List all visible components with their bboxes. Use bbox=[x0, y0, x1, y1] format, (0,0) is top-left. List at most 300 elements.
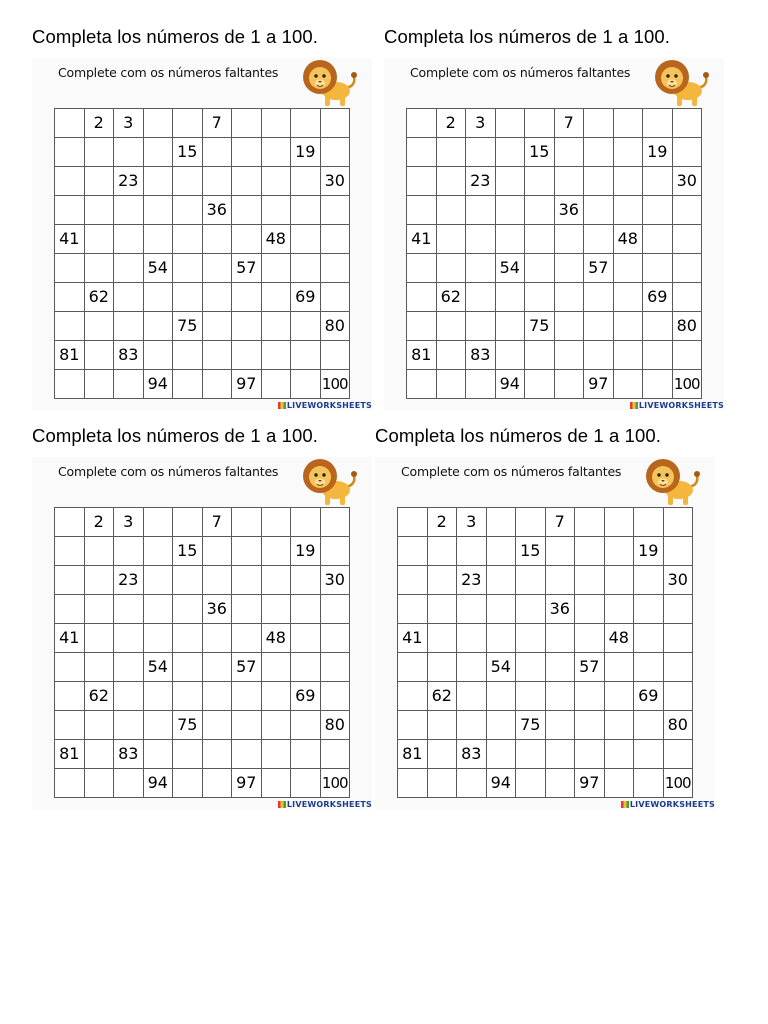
grid-cell[interactable] bbox=[604, 537, 634, 566]
grid-cell[interactable] bbox=[495, 167, 525, 196]
grid-cell[interactable] bbox=[143, 537, 173, 566]
grid-cell[interactable] bbox=[84, 595, 114, 624]
grid-cell[interactable] bbox=[634, 566, 664, 595]
grid-cell[interactable]: 97 bbox=[584, 370, 614, 399]
grid-cell[interactable] bbox=[291, 740, 321, 769]
grid-cell[interactable] bbox=[55, 711, 85, 740]
grid-cell[interactable] bbox=[320, 740, 350, 769]
grid-cell[interactable] bbox=[466, 254, 496, 283]
grid-cell[interactable] bbox=[525, 370, 555, 399]
grid-cell[interactable]: 81 bbox=[407, 341, 437, 370]
grid-cell[interactable] bbox=[261, 109, 291, 138]
grid-cell[interactable] bbox=[232, 283, 262, 312]
grid-cell[interactable] bbox=[554, 254, 584, 283]
grid-cell[interactable] bbox=[320, 283, 350, 312]
grid-cell[interactable] bbox=[672, 283, 702, 312]
grid-cell[interactable]: 36 bbox=[554, 196, 584, 225]
grid-cell[interactable] bbox=[84, 341, 114, 370]
grid-cell[interactable]: 62 bbox=[84, 682, 114, 711]
grid-cell[interactable]: 75 bbox=[173, 711, 203, 740]
grid-cell[interactable]: 75 bbox=[173, 312, 203, 341]
grid-cell[interactable]: 15 bbox=[173, 138, 203, 167]
grid-cell[interactable] bbox=[486, 508, 516, 537]
grid-cell[interactable] bbox=[55, 566, 85, 595]
grid-cell[interactable] bbox=[643, 370, 673, 399]
grid-cell[interactable] bbox=[202, 624, 232, 653]
grid-cell[interactable] bbox=[114, 769, 144, 798]
grid-cell[interactable] bbox=[55, 537, 85, 566]
grid-cell[interactable] bbox=[202, 167, 232, 196]
grid-cell[interactable] bbox=[466, 283, 496, 312]
grid-cell[interactable] bbox=[291, 653, 321, 682]
grid-cell[interactable] bbox=[643, 109, 673, 138]
grid-cell[interactable] bbox=[407, 370, 437, 399]
grid-cell[interactable]: 3 bbox=[114, 109, 144, 138]
grid-cell[interactable] bbox=[173, 508, 203, 537]
grid-cell[interactable]: 7 bbox=[202, 109, 232, 138]
grid-cell[interactable] bbox=[486, 711, 516, 740]
grid-cell[interactable] bbox=[545, 682, 575, 711]
grid-cell[interactable] bbox=[545, 711, 575, 740]
grid-cell[interactable] bbox=[436, 138, 466, 167]
grid-cell[interactable]: 75 bbox=[516, 711, 546, 740]
grid-cell[interactable] bbox=[643, 312, 673, 341]
grid-cell[interactable] bbox=[545, 740, 575, 769]
grid-cell[interactable] bbox=[114, 370, 144, 399]
grid-cell[interactable] bbox=[436, 167, 466, 196]
grid-cell[interactable] bbox=[291, 624, 321, 653]
grid-cell[interactable] bbox=[575, 740, 605, 769]
grid-cell[interactable]: 36 bbox=[202, 196, 232, 225]
grid-cell[interactable] bbox=[55, 196, 85, 225]
grid-cell[interactable] bbox=[320, 537, 350, 566]
grid-cell[interactable] bbox=[575, 537, 605, 566]
grid-cell[interactable] bbox=[554, 167, 584, 196]
grid-cell[interactable]: 81 bbox=[55, 740, 85, 769]
grid-cell[interactable] bbox=[436, 254, 466, 283]
grid-cell[interactable] bbox=[143, 109, 173, 138]
grid-cell[interactable] bbox=[202, 682, 232, 711]
grid-cell[interactable] bbox=[398, 769, 428, 798]
grid-cell[interactable] bbox=[202, 312, 232, 341]
grid-cell[interactable] bbox=[320, 254, 350, 283]
grid-cell[interactable] bbox=[173, 167, 203, 196]
grid-cell[interactable] bbox=[261, 566, 291, 595]
grid-cell[interactable]: 41 bbox=[398, 624, 428, 653]
grid-cell[interactable]: 48 bbox=[261, 624, 291, 653]
grid-cell[interactable]: 81 bbox=[55, 341, 85, 370]
grid-cell[interactable] bbox=[584, 138, 614, 167]
grid-cell[interactable] bbox=[84, 196, 114, 225]
grid-cell[interactable]: 97 bbox=[232, 769, 262, 798]
grid-cell[interactable] bbox=[407, 196, 437, 225]
grid-cell[interactable] bbox=[643, 254, 673, 283]
grid-cell[interactable] bbox=[663, 537, 693, 566]
grid-cell[interactable]: 83 bbox=[457, 740, 487, 769]
grid-cell[interactable] bbox=[427, 624, 457, 653]
grid-cell[interactable] bbox=[584, 283, 614, 312]
grid-cell[interactable]: 30 bbox=[672, 167, 702, 196]
grid-cell[interactable] bbox=[436, 196, 466, 225]
grid-cell[interactable] bbox=[173, 225, 203, 254]
grid-cell[interactable] bbox=[173, 283, 203, 312]
grid-cell[interactable] bbox=[427, 653, 457, 682]
grid-cell[interactable] bbox=[457, 624, 487, 653]
grid-cell[interactable] bbox=[575, 595, 605, 624]
grid-cell[interactable] bbox=[457, 537, 487, 566]
grid-cell[interactable]: 100 bbox=[672, 370, 702, 399]
grid-cell[interactable] bbox=[114, 138, 144, 167]
grid-cell[interactable] bbox=[173, 341, 203, 370]
grid-cell[interactable] bbox=[672, 109, 702, 138]
grid-cell[interactable] bbox=[55, 653, 85, 682]
grid-cell[interactable]: 69 bbox=[634, 682, 664, 711]
grid-cell[interactable] bbox=[643, 341, 673, 370]
grid-cell[interactable] bbox=[634, 653, 664, 682]
grid-cell[interactable] bbox=[613, 341, 643, 370]
grid-cell[interactable] bbox=[457, 769, 487, 798]
grid-cell[interactable] bbox=[291, 254, 321, 283]
grid-cell[interactable]: 30 bbox=[663, 566, 693, 595]
grid-cell[interactable] bbox=[584, 225, 614, 254]
grid-cell[interactable] bbox=[663, 595, 693, 624]
grid-cell[interactable] bbox=[398, 653, 428, 682]
grid-cell[interactable] bbox=[516, 653, 546, 682]
grid-cell[interactable] bbox=[261, 283, 291, 312]
grid-cell[interactable] bbox=[114, 595, 144, 624]
grid-cell[interactable] bbox=[173, 769, 203, 798]
grid-cell[interactable] bbox=[427, 740, 457, 769]
grid-cell[interactable] bbox=[291, 225, 321, 254]
grid-cell[interactable] bbox=[320, 196, 350, 225]
grid-cell[interactable] bbox=[173, 682, 203, 711]
grid-cell[interactable]: 19 bbox=[643, 138, 673, 167]
grid-cell[interactable] bbox=[114, 537, 144, 566]
grid-cell[interactable] bbox=[84, 167, 114, 196]
grid-cell[interactable]: 94 bbox=[495, 370, 525, 399]
grid-cell[interactable] bbox=[604, 682, 634, 711]
grid-cell[interactable] bbox=[261, 653, 291, 682]
grid-cell[interactable] bbox=[613, 312, 643, 341]
grid-cell[interactable] bbox=[114, 682, 144, 711]
grid-cell[interactable] bbox=[232, 225, 262, 254]
grid-cell[interactable]: 15 bbox=[525, 138, 555, 167]
grid-cell[interactable] bbox=[436, 370, 466, 399]
grid-cell[interactable] bbox=[495, 341, 525, 370]
grid-cell[interactable] bbox=[486, 566, 516, 595]
grid-cell[interactable] bbox=[398, 566, 428, 595]
grid-cell[interactable] bbox=[320, 225, 350, 254]
grid-cell[interactable] bbox=[466, 370, 496, 399]
grid-cell[interactable] bbox=[584, 312, 614, 341]
grid-cell[interactable] bbox=[436, 225, 466, 254]
grid-cell[interactable] bbox=[55, 312, 85, 341]
grid-cell[interactable]: 36 bbox=[202, 595, 232, 624]
grid-cell[interactable] bbox=[663, 682, 693, 711]
grid-cell[interactable] bbox=[114, 196, 144, 225]
grid-cell[interactable]: 69 bbox=[291, 283, 321, 312]
grid-cell[interactable] bbox=[545, 769, 575, 798]
grid-cell[interactable] bbox=[663, 740, 693, 769]
grid-cell[interactable] bbox=[486, 595, 516, 624]
grid-cell[interactable] bbox=[604, 653, 634, 682]
grid-cell[interactable] bbox=[143, 711, 173, 740]
grid-cell[interactable]: 23 bbox=[457, 566, 487, 595]
grid-cell[interactable]: 54 bbox=[143, 254, 173, 283]
grid-cell[interactable] bbox=[584, 341, 614, 370]
grid-cell[interactable] bbox=[672, 138, 702, 167]
grid-cell[interactable] bbox=[320, 341, 350, 370]
grid-cell[interactable] bbox=[634, 508, 664, 537]
grid-cell[interactable] bbox=[261, 138, 291, 167]
grid-cell[interactable]: 3 bbox=[466, 109, 496, 138]
grid-cell[interactable] bbox=[672, 341, 702, 370]
grid-cell[interactable] bbox=[202, 711, 232, 740]
grid-cell[interactable] bbox=[202, 740, 232, 769]
grid-cell[interactable]: 30 bbox=[320, 167, 350, 196]
grid-cell[interactable] bbox=[457, 653, 487, 682]
grid-cell[interactable] bbox=[495, 283, 525, 312]
grid-cell[interactable] bbox=[554, 138, 584, 167]
grid-cell[interactable]: 19 bbox=[291, 537, 321, 566]
grid-cell[interactable] bbox=[663, 508, 693, 537]
grid-cell[interactable] bbox=[114, 225, 144, 254]
grid-cell[interactable] bbox=[143, 508, 173, 537]
grid-cell[interactable] bbox=[398, 711, 428, 740]
grid-cell[interactable] bbox=[663, 653, 693, 682]
grid-cell[interactable]: 3 bbox=[457, 508, 487, 537]
grid-cell[interactable] bbox=[495, 196, 525, 225]
grid-cell[interactable] bbox=[613, 196, 643, 225]
grid-cell[interactable] bbox=[672, 254, 702, 283]
grid-cell[interactable]: 62 bbox=[436, 283, 466, 312]
grid-cell[interactable] bbox=[143, 138, 173, 167]
grid-cell[interactable]: 75 bbox=[525, 312, 555, 341]
grid-cell[interactable]: 62 bbox=[84, 283, 114, 312]
grid-cell[interactable] bbox=[613, 138, 643, 167]
grid-cell[interactable]: 48 bbox=[604, 624, 634, 653]
grid-cell[interactable] bbox=[232, 312, 262, 341]
grid-cell[interactable]: 15 bbox=[516, 537, 546, 566]
grid-cell[interactable] bbox=[143, 595, 173, 624]
grid-cell[interactable] bbox=[584, 109, 614, 138]
grid-cell[interactable] bbox=[291, 508, 321, 537]
grid-cell[interactable] bbox=[84, 537, 114, 566]
grid-cell[interactable]: 94 bbox=[143, 769, 173, 798]
grid-cell[interactable] bbox=[516, 624, 546, 653]
grid-cell[interactable] bbox=[232, 595, 262, 624]
grid-cell[interactable] bbox=[202, 254, 232, 283]
grid-cell[interactable] bbox=[495, 312, 525, 341]
grid-cell[interactable]: 19 bbox=[291, 138, 321, 167]
grid-cell[interactable] bbox=[55, 283, 85, 312]
grid-cell[interactable] bbox=[261, 196, 291, 225]
grid-cell[interactable] bbox=[202, 283, 232, 312]
grid-cell[interactable] bbox=[584, 196, 614, 225]
grid-cell[interactable] bbox=[114, 312, 144, 341]
grid-cell[interactable] bbox=[55, 769, 85, 798]
grid-cell[interactable] bbox=[143, 196, 173, 225]
grid-cell[interactable]: 7 bbox=[202, 508, 232, 537]
grid-cell[interactable] bbox=[643, 196, 673, 225]
grid-cell[interactable] bbox=[495, 109, 525, 138]
grid-cell[interactable] bbox=[173, 566, 203, 595]
grid-cell[interactable] bbox=[457, 682, 487, 711]
grid-cell[interactable] bbox=[604, 740, 634, 769]
grid-cell[interactable] bbox=[173, 254, 203, 283]
grid-cell[interactable] bbox=[320, 624, 350, 653]
grid-cell[interactable] bbox=[466, 196, 496, 225]
grid-cell[interactable]: 81 bbox=[398, 740, 428, 769]
grid-cell[interactable] bbox=[525, 283, 555, 312]
grid-cell[interactable] bbox=[291, 566, 321, 595]
grid-cell[interactable] bbox=[291, 595, 321, 624]
grid-cell[interactable] bbox=[114, 254, 144, 283]
grid-cell[interactable] bbox=[407, 167, 437, 196]
grid-cell[interactable] bbox=[320, 682, 350, 711]
grid-cell[interactable] bbox=[143, 740, 173, 769]
grid-cell[interactable] bbox=[554, 312, 584, 341]
grid-cell[interactable]: 54 bbox=[486, 653, 516, 682]
grid-cell[interactable] bbox=[173, 653, 203, 682]
grid-cell[interactable] bbox=[291, 769, 321, 798]
grid-cell[interactable]: 57 bbox=[232, 254, 262, 283]
grid-cell[interactable] bbox=[84, 370, 114, 399]
grid-cell[interactable] bbox=[613, 109, 643, 138]
grid-cell[interactable] bbox=[202, 537, 232, 566]
grid-cell[interactable] bbox=[84, 225, 114, 254]
grid-cell[interactable] bbox=[663, 624, 693, 653]
grid-cell[interactable]: 41 bbox=[55, 624, 85, 653]
grid-cell[interactable] bbox=[457, 711, 487, 740]
grid-cell[interactable] bbox=[466, 225, 496, 254]
grid-cell[interactable] bbox=[545, 624, 575, 653]
grid-cell[interactable] bbox=[407, 283, 437, 312]
grid-cell[interactable] bbox=[232, 138, 262, 167]
grid-cell[interactable] bbox=[575, 508, 605, 537]
grid-cell[interactable] bbox=[634, 711, 664, 740]
grid-cell[interactable] bbox=[202, 341, 232, 370]
grid-cell[interactable]: 97 bbox=[575, 769, 605, 798]
grid-cell[interactable] bbox=[634, 595, 664, 624]
grid-cell[interactable]: 80 bbox=[320, 711, 350, 740]
grid-cell[interactable]: 80 bbox=[663, 711, 693, 740]
grid-cell[interactable] bbox=[604, 508, 634, 537]
grid-cell[interactable] bbox=[398, 682, 428, 711]
grid-cell[interactable] bbox=[232, 109, 262, 138]
grid-cell[interactable] bbox=[575, 682, 605, 711]
grid-cell[interactable] bbox=[84, 312, 114, 341]
grid-cell[interactable] bbox=[427, 537, 457, 566]
grid-cell[interactable]: 15 bbox=[173, 537, 203, 566]
grid-cell[interactable] bbox=[202, 769, 232, 798]
grid-cell[interactable] bbox=[486, 682, 516, 711]
grid-cell[interactable] bbox=[525, 254, 555, 283]
grid-cell[interactable] bbox=[486, 624, 516, 653]
grid-cell[interactable] bbox=[291, 312, 321, 341]
grid-cell[interactable]: 97 bbox=[232, 370, 262, 399]
grid-cell[interactable] bbox=[291, 341, 321, 370]
grid-cell[interactable]: 2 bbox=[84, 508, 114, 537]
grid-cell[interactable]: 62 bbox=[427, 682, 457, 711]
grid-cell[interactable]: 100 bbox=[663, 769, 693, 798]
grid-cell[interactable] bbox=[525, 225, 555, 254]
grid-cell[interactable] bbox=[114, 653, 144, 682]
grid-cell[interactable]: 3 bbox=[114, 508, 144, 537]
grid-cell[interactable]: 54 bbox=[143, 653, 173, 682]
grid-cell[interactable]: 2 bbox=[436, 109, 466, 138]
grid-cell[interactable] bbox=[232, 508, 262, 537]
grid-cell[interactable] bbox=[84, 711, 114, 740]
grid-cell[interactable]: 19 bbox=[634, 537, 664, 566]
grid-cell[interactable] bbox=[575, 624, 605, 653]
grid-cell[interactable] bbox=[495, 138, 525, 167]
grid-cell[interactable]: 2 bbox=[427, 508, 457, 537]
grid-cell[interactable] bbox=[554, 341, 584, 370]
grid-cell[interactable]: 57 bbox=[584, 254, 614, 283]
grid-cell[interactable] bbox=[143, 624, 173, 653]
grid-cell[interactable] bbox=[55, 682, 85, 711]
grid-cell[interactable] bbox=[55, 508, 85, 537]
grid-cell[interactable] bbox=[55, 167, 85, 196]
grid-cell[interactable]: 94 bbox=[486, 769, 516, 798]
grid-cell[interactable] bbox=[261, 595, 291, 624]
grid-cell[interactable] bbox=[486, 740, 516, 769]
grid-cell[interactable] bbox=[261, 312, 291, 341]
grid-cell[interactable] bbox=[320, 653, 350, 682]
grid-cell[interactable] bbox=[427, 769, 457, 798]
grid-cell[interactable] bbox=[436, 341, 466, 370]
grid-cell[interactable] bbox=[232, 566, 262, 595]
grid-cell[interactable] bbox=[436, 312, 466, 341]
grid-cell[interactable]: 83 bbox=[114, 341, 144, 370]
grid-cell[interactable] bbox=[427, 595, 457, 624]
grid-cell[interactable] bbox=[613, 167, 643, 196]
grid-cell[interactable]: 80 bbox=[672, 312, 702, 341]
grid-cell[interactable] bbox=[554, 370, 584, 399]
grid-cell[interactable] bbox=[261, 711, 291, 740]
grid-cell[interactable] bbox=[613, 370, 643, 399]
grid-cell[interactable]: 57 bbox=[575, 653, 605, 682]
grid-cell[interactable] bbox=[173, 109, 203, 138]
grid-cell[interactable] bbox=[643, 225, 673, 254]
grid-cell[interactable] bbox=[261, 537, 291, 566]
grid-cell[interactable]: 2 bbox=[84, 109, 114, 138]
grid-cell[interactable] bbox=[516, 508, 546, 537]
grid-cell[interactable] bbox=[516, 769, 546, 798]
grid-cell[interactable]: 23 bbox=[114, 167, 144, 196]
grid-cell[interactable] bbox=[291, 167, 321, 196]
grid-cell[interactable] bbox=[320, 109, 350, 138]
grid-cell[interactable] bbox=[261, 740, 291, 769]
grid-cell[interactable] bbox=[55, 254, 85, 283]
grid-cell[interactable]: 7 bbox=[545, 508, 575, 537]
grid-cell[interactable] bbox=[516, 682, 546, 711]
grid-cell[interactable] bbox=[427, 566, 457, 595]
grid-cell[interactable] bbox=[261, 682, 291, 711]
grid-cell[interactable] bbox=[202, 138, 232, 167]
grid-cell[interactable]: 36 bbox=[545, 595, 575, 624]
grid-cell[interactable] bbox=[291, 711, 321, 740]
grid-cell[interactable] bbox=[516, 566, 546, 595]
grid-cell[interactable]: 80 bbox=[320, 312, 350, 341]
grid-cell[interactable] bbox=[261, 167, 291, 196]
grid-cell[interactable]: 48 bbox=[261, 225, 291, 254]
grid-cell[interactable] bbox=[427, 711, 457, 740]
grid-cell[interactable]: 94 bbox=[143, 370, 173, 399]
grid-cell[interactable] bbox=[202, 225, 232, 254]
grid-cell[interactable] bbox=[143, 312, 173, 341]
